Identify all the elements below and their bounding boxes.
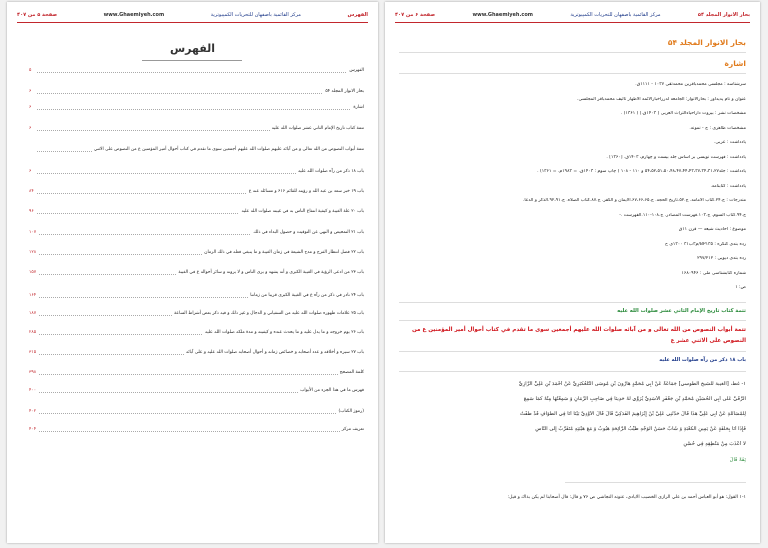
toc-entry-page: ۱۲۸ <box>29 250 37 255</box>
toc-entry-title: فهرس ما في هذا الجزء من الأبواب <box>300 388 364 393</box>
toc-entry-title: باب ۲۱ التمحيص و النهي عن التوقيت و حصول البداء في ذلك <box>253 230 364 235</box>
chapter-heading: باب ۱۸ ذكر من رآه صلوات الله عليه <box>659 357 746 363</box>
page-toc <box>7 2 378 543</box>
header-center: مركز القائمية باصفهان للتحريات الكمپيوترية <box>570 12 661 18</box>
toc-entry-page: ۹۶ <box>29 209 34 214</box>
toc-entry-title: باب ۲۰ علة الغيبة و كيفية انتفاع الناس به في غيبته صلوات الله عليه <box>241 209 364 214</box>
metadata-line: یادداشت : فهرست نویسی بر اساس جلد بیست و چهارم، ۱۴۰۳ق. [۱۳۶۰] . <box>606 154 746 160</box>
metadata-line: ج.۹۴.کتاب السوم. ج.۱۰۳.فهرست المصادر. ج.۱۰۸-۱۱۰.الفهرست .- <box>619 212 746 218</box>
footnote: ۱-۱ القول: هو أبو العباس أحمد بن علي الرازي الخضيب الايادي، عنونه النجاشي ص ۷۶ و قال: قال أصحابنا لم يكن بذاك و قيل: <box>507 495 746 500</box>
toc-entry-page: ۳۱۵ <box>29 350 37 355</box>
toc-entry-title: تعريف مركز <box>341 427 364 432</box>
toc-entry-title: تتمة أبواب النصوص من الله تعالى و من آبائه عليهم صلوات الله عليهم أجمعين سوى ما تقدم في كتاب أحوال أمير المؤمنين ع من النصوص على الاثني <box>93 147 364 152</box>
red-heading: تتمة أبواب النصوص من الله تعالى و من آبائه صلوات الله عليهم أجمعين سوى ما تقدم في كتاب أحوال أمير المؤمنين ع من النصوص على الاثني عشر ع <box>411 327 746 344</box>
toc-leader-dots <box>37 72 356 73</box>
metadata-line: مندرجات : ج.۲۴.کتاب الامامه. ج.۵۲.تاریخ الحجه. ج.۶۷،۶۶،۶۵.الایمان و الکفر. ج.۸۷.کتاب الصلاه. ج.۹۲،۹۱.الذکر و الدعا. <box>522 198 746 203</box>
toc-entry[interactable] <box>29 230 364 238</box>
header-section: الفهرس <box>347 12 368 18</box>
toc-entry-title: باب ۱۸ ذكر من رآه صلوات الله عليه <box>298 169 364 174</box>
toc-entry[interactable] <box>29 209 364 217</box>
toc-title-rule <box>142 60 242 61</box>
toc-entry[interactable] <box>29 293 364 301</box>
header-page-label: صفحة ۶ من ۴۰۷ <box>395 12 436 18</box>
toc-entry-title: بحار الانوار المجلد ۵۴ <box>325 89 364 94</box>
metadata-line: موضوع : احادیث شیعه — قرن ۱۱ق <box>678 227 746 232</box>
toc-entry[interactable] <box>29 189 364 197</box>
page-content <box>385 2 760 543</box>
toc-entry[interactable] <box>29 370 364 378</box>
toc-leader-dots <box>37 93 356 94</box>
toc-entry-title: باب ۲۳ من ادعى الرؤية في الغيبة الكبرى و أنه يشهد و يرى الناس و لا يرونه و سائر أحواله ع في الغيبة <box>178 270 364 275</box>
toc-title: الفهرس <box>169 42 216 55</box>
toc-entry-page: ۳۹۸ <box>29 370 37 375</box>
toc-leader-dots <box>37 413 356 414</box>
toc-entry-page: ۶ <box>29 126 32 131</box>
section-title: اشارة <box>724 59 746 68</box>
hadith-line: الرَّقِّيِّ عَلَى أَبِي الْحُسَيْنِ مُحَمَّدِ بْنِ جَعْفَرٍ الْأَسَدِيِّ يُرَوِّي لَهُ حَدِيثاً فِي صَاحِبِ الزَّمَانِ وَ سَمِعْتُهَا مِنْهُ كَمَا سَمِعَ <box>523 396 746 402</box>
toc-entry[interactable] <box>29 147 364 155</box>
toc-entry[interactable] <box>29 270 364 278</box>
header-section: بحار الانوار المجلد ۵۴ <box>697 12 750 18</box>
header-site: www.Ghaemiyeh.com <box>103 12 165 18</box>
hadith-line: لِلْمُسَائَلَةِ عَنْ أَبِي عَلِيٍّ هَذَا قَالَ حَدَّثَنِي عَلِيُّ بْنُ إِبْرَاهِيمَ الْفَدَكِيُّ قَالَ قَالَ الْأَوْدِيُّ بَيْنَا أَنَا فِي الطَّوَافِ قَدْ طُفْتُ <box>520 411 746 417</box>
toc-entry[interactable] <box>29 427 364 435</box>
page-header <box>17 9 368 21</box>
toc-entry-page: ۴۰۴ <box>29 427 37 432</box>
divider <box>399 73 746 74</box>
toc-entry-page: ۱۶۴ <box>29 293 37 298</box>
footnote-rule <box>565 482 746 483</box>
toc-entry-page: ۱۰۷ <box>29 230 37 235</box>
page-header <box>395 9 750 21</box>
toc-entry-page: ۴۰۰ <box>29 388 37 393</box>
divider <box>399 302 746 303</box>
toc-entry-page: ۶ <box>29 105 32 110</box>
toc-entry-title: (رموز الكتاب) <box>338 409 364 414</box>
toc-entry-page: ۶ <box>29 89 32 94</box>
toc-entry-title: باب ۲۵ علامات ظهوره صلوات الله عليه من السفياني و الدجال و غير ذلك و فيه ذكر بعض أشراط الساعة <box>174 311 364 316</box>
toc-leader-dots <box>37 431 356 432</box>
toc-entry[interactable] <box>29 126 364 134</box>
metadata-line: سرشناسه : مجلسی محمدباقربن محمدتقی ۱۰۳۷ - ۱۱۱۱ق. <box>635 82 746 87</box>
hadith-line: فَإِذَا أَنَا بِحَلْقَةٍ عَنْ يَمِينِ الْكَعْبَةِ وَ شَابٌّ حَسَنُ الْوَجْهِ طَيِّبُ الرَّائِحَةِ هَيُوبٌ وَ مَعَ هَيْبَتِهِ مُتَقَرِّبٌ إِلَى النَّاسِ <box>535 426 746 432</box>
metadata-line: شماره کتابشناسی ملی : ۱۶۸۰۹۴۶ <box>681 270 746 276</box>
header-rule <box>395 22 750 23</box>
metadata-line: رده بندی دیویی : ۲۹۷/۲۱۲ <box>697 256 746 261</box>
toc-leader-dots <box>37 109 356 110</box>
toc-entry-page: ۴۰۲ <box>29 409 37 414</box>
hadith-line: ۱- غط، [الغيبة للشيخ الطوسي] جَمَاعَةٌ عَنْ أَبِي مُحَمَّدٍ هَارُونَ بْنِ مُوسَى التَّلَعُكْبَرِيِّ عَنْ أَحْمَدَ بْنِ عَلِيٍّ الرَّازِيِّ <box>518 381 746 387</box>
toc-entry-title: باب ۲۲ فضل انتظار الفرج و مدح الشيعة في زمان الغيبة و ما ينبغي فعله في ذلك الزمان <box>204 250 364 255</box>
metadata-line: یادداشت : جلد۵۴،۵۲،۵۱،۵۰،۴۸،۴۷،۴۴،۴۳،۳۷،۳۴،۳۱،۲۷ و ۱۱۰ - ۱۰۸ ( چاپ سوم : ۱۴۰۳ق. = ۱۹۸۳م. = ۱۳۶۱) . <box>537 169 746 174</box>
toc-entry[interactable] <box>29 169 364 177</box>
toc-entry[interactable] <box>29 409 364 417</box>
toc-entry[interactable] <box>29 330 364 338</box>
toc-entry-title: كلمة المصحح <box>339 370 364 375</box>
metadata-line: ص: ۱ <box>735 285 746 290</box>
toc-entry-page: ۲۸۵ <box>29 330 37 335</box>
toc-entry-title: الفهرس <box>349 68 364 73</box>
toc-entry-title: باب ۱۹ خبر سعد بن عبد الله و رؤيته للقائم ۶۱۶ و مسائله عنه ع <box>248 189 364 194</box>
toc-entry-page: ۶ <box>29 169 32 174</box>
toc-entry[interactable] <box>29 250 364 258</box>
header-rule <box>17 22 368 23</box>
toc-entry-title: اشارة <box>353 105 364 110</box>
divider <box>399 52 746 53</box>
metadata-line: مشخصات نشر : بیروت داراحیاءالتراث العربی [ ۱۴۰۳ق.] ( ۱۳۶۱) . <box>620 111 746 116</box>
book-title: بحار الانوار المجلد ۵۴ <box>667 38 746 47</box>
toc-entry-title: باب ۲۶ يوم خروجه و ما يدل عليه و ما يحدث عنده و كيفيته و مدة ملكه صلوات الله عليه <box>205 330 364 335</box>
divider <box>399 351 746 352</box>
toc-entry-title: تتمة كتاب تاريخ الإمام الثاني عشر صلوات الله عليه <box>271 126 364 131</box>
toc-entry-page: ۱۵۷ <box>29 270 37 275</box>
toc-entry[interactable] <box>29 105 364 113</box>
metadata-line: مشخصات ظاهری : ج - نمونه. <box>689 125 746 131</box>
toc-entry[interactable] <box>29 388 364 396</box>
toc-entry-title: باب ۲۷ سيره و أخلاقه و عدد أصحابه و خصائص زمانه و أحوال أصحابه صلوات الله عليه و على آبائه <box>185 350 364 355</box>
toc-entry-title: باب ۲۴ نادر في ذكر من رآه ع في الغيبة الكبرى قريبا من زماننا <box>250 293 364 298</box>
header-site: www.Ghaemiyeh.com <box>472 12 533 18</box>
hadith-line: لَا أَعْذَبَ مِنْ مَنْطِقِهِ فِي حُسْنِ <box>683 441 746 447</box>
toc-entry-page: ۵ <box>29 68 32 73</box>
metadata-line: عنوان و نام پدیدآور : بحارالانوار: الجامعه لدرراخبارالائمه الاطهار تالیف محمدباقر المجلسی. <box>577 96 746 102</box>
toc-entry[interactable] <box>29 311 364 319</box>
toc-entry-page: ۱۸۷ <box>29 311 37 316</box>
green-heading: تتمة كتاب تاريخ الإمام الثاني عشر صلوات الله عليه <box>617 308 746 314</box>
hadith-highlight: ثِقَةً قَالَ <box>729 457 746 463</box>
toc-entry[interactable] <box>29 68 364 76</box>
toc-entry[interactable] <box>29 89 364 97</box>
header-page-label: صفحة ۵ من ۴۰۷ <box>17 12 58 18</box>
hadith-highlight-line <box>399 457 746 463</box>
toc-entry[interactable] <box>29 350 364 358</box>
toc-leader-dots <box>37 374 356 375</box>
divider <box>399 371 746 372</box>
metadata-line: یادداشت : کتابنامه. <box>710 183 746 189</box>
metadata-line: رده بندی کنگره : BP۱۳۵/م۳ب۳۱ ۱۳۰۰ی ح <box>665 241 746 247</box>
metadata-line: یادداشت : عربی. <box>713 140 746 145</box>
divider <box>399 320 746 321</box>
header-center: مركز القائمية باصفهان للتحريات الكمپيوترية <box>210 12 301 18</box>
toc-entry-page: ۸۴ <box>29 189 34 194</box>
